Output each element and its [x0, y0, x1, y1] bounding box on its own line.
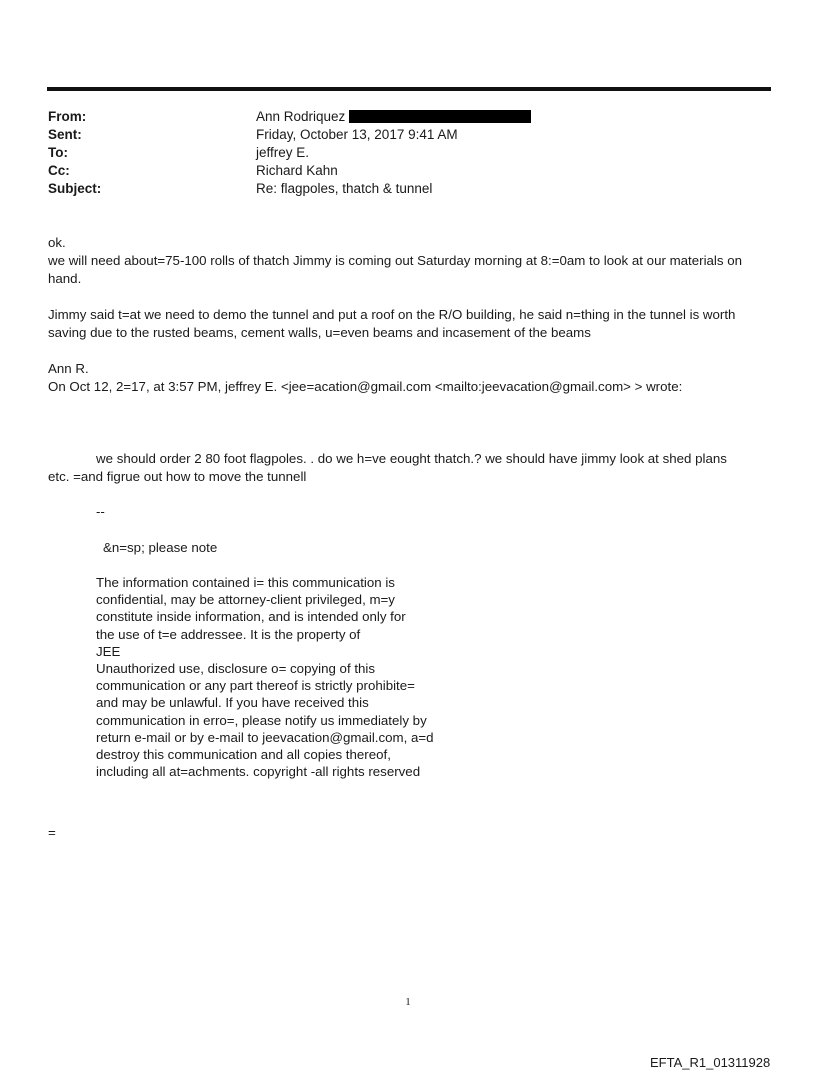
signature-dashes: --: [96, 504, 105, 519]
from-label: From:: [48, 109, 87, 124]
page-number: 1: [405, 996, 411, 1008]
to-label: To:: [48, 145, 68, 160]
bates-number: EFTA_R1_01311928: [650, 1055, 771, 1070]
signature: Ann R.: [48, 361, 89, 376]
header-rule: [47, 87, 771, 91]
disclaimer-line: destroy this communication and all copies thereof,: [96, 747, 391, 763]
footer-equals: =: [48, 825, 56, 840]
to-value: jeffrey E.: [256, 145, 310, 160]
disclaimer-line: and may be unlawful. If you have received this: [96, 695, 369, 711]
disclaimer-line: JEE: [96, 643, 121, 659]
disclaimer-line: confidential, may be attorney-client privileged, m=y: [96, 592, 395, 608]
disclaimer-line: communication in erro=, please notify us immediately by: [96, 712, 427, 728]
disclaimer-line: communication or any part thereof is strictly prohibite=: [96, 678, 415, 694]
quoted-line: we should order 2 80 foot flagpoles. . do we h=ve eought thatch.? we should have jimmy look at shed plans: [96, 451, 727, 466]
cc-label: Cc:: [48, 163, 70, 178]
disclaimer-line: including all at=achments. copyright -all rights reserved: [96, 764, 421, 780]
please-note: &n=sp; please note: [103, 540, 218, 555]
subject-value: Re: flagpoles, thatch & tunnel: [256, 181, 433, 196]
body-line: ok.: [48, 235, 66, 250]
body-line: saving due to the rusted beams, cement walls, u=even beams and incasement of the beams: [48, 325, 591, 340]
from-value: Ann Rodriquez: [256, 109, 346, 124]
disclaimer-line: return e-mail or by e-mail to jeevacation@gmail.com, a=d: [96, 729, 434, 745]
from-value-wrap: [256, 108, 531, 126]
subject-label: Subject:: [48, 181, 102, 196]
sent-label: Sent:: [48, 127, 82, 142]
quote-intro: On Oct 12, 2=17, at 3:57 PM, jeffrey E. <jee=acation@gmail.com <mailto:jeevacation@gmail.com> > wrote:: [48, 379, 683, 394]
redaction-bar: [349, 110, 531, 123]
body-line: Jimmy said t=at we need to demo the tunnel and put a roof on the R/O building, he said n=thing in the tunnel is worth: [48, 307, 736, 322]
quoted-line: etc. =and figrue out how to move the tunnell: [48, 469, 307, 484]
disclaimer-block: [96, 574, 434, 780]
body-line: we will need about=75-100 rolls of thatch Jimmy is coming out Saturday morning at 8:=0am to look at our materials on: [48, 253, 743, 268]
disclaimer-line: the use of t=e addressee. It is the property of: [96, 626, 361, 642]
disclaimer-line: constitute inside information, and is intended only for: [96, 609, 406, 625]
disclaimer-line: The information contained i= this communication is: [96, 575, 395, 590]
disclaimer-line: Unauthorized use, disclosure o= copying of this: [96, 661, 376, 677]
cc-value: Richard Kahn: [256, 163, 338, 178]
body-line: hand.: [48, 271, 82, 286]
sent-value: Friday, October 13, 2017 9:41 AM: [256, 127, 458, 142]
